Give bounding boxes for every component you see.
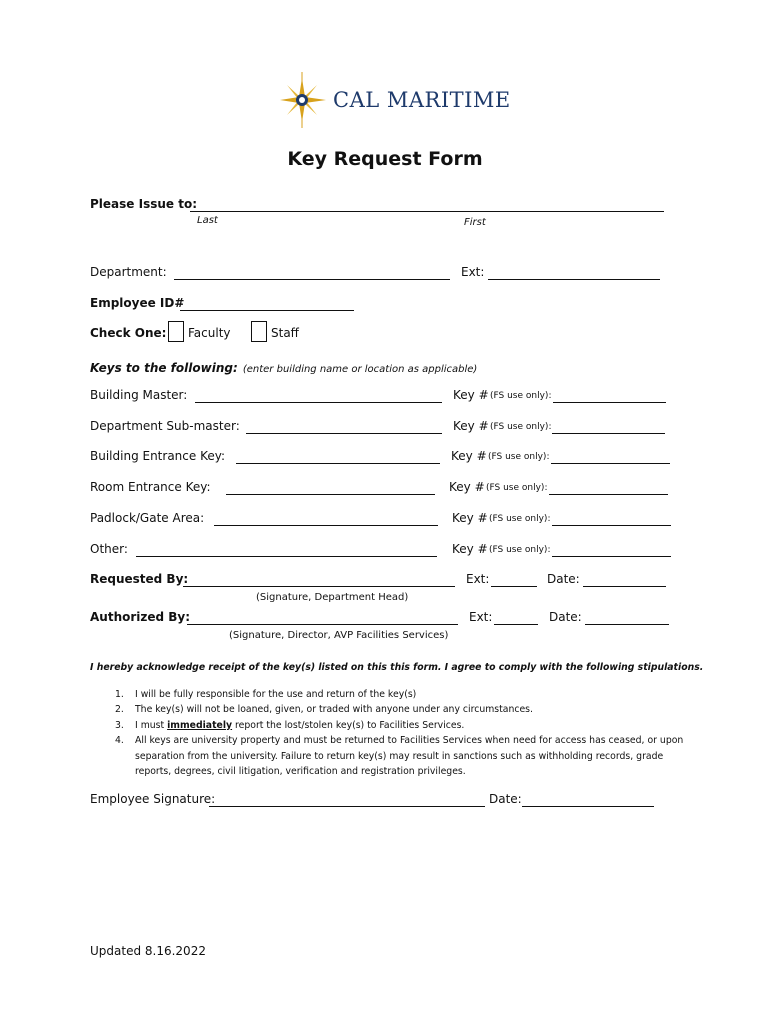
key-number-field[interactable] (552, 556, 671, 557)
requested-by-signature-field[interactable] (183, 586, 455, 587)
authorized-by-signature-field[interactable] (187, 624, 458, 625)
immediately-emphasis: immediately (167, 719, 233, 731)
keys-heading-note: (enter building name or location as applicable) (242, 364, 478, 375)
employee-signature-date-label: Date: (489, 792, 522, 806)
key-row-field[interactable] (195, 402, 442, 403)
keys-heading (90, 357, 477, 376)
employee-id-field[interactable] (180, 310, 354, 311)
staff-checkbox[interactable] (251, 321, 267, 342)
key-row-field[interactable] (214, 525, 438, 526)
updated-footer: Updated 8.16.2022 (90, 944, 206, 958)
employee-signature-label: Employee Signature: (90, 792, 216, 806)
department-ext-label: Ext: (461, 265, 485, 279)
authorized-by-date-label: Date: (549, 610, 582, 624)
department-field[interactable] (174, 279, 450, 280)
key-number-field[interactable] (551, 463, 670, 464)
key-row-label: Other: (90, 542, 128, 556)
department-label: Department: (90, 265, 167, 279)
staff-option-label: Staff (271, 326, 299, 340)
requested-by-caption: (Signature, Department Head) (256, 592, 409, 603)
requested-by-label: Requested By: (90, 572, 189, 586)
key-row-field[interactable] (246, 433, 442, 434)
list-item: 1. I will be fully responsible for the use and return of the key(s) (115, 689, 417, 700)
list-item: 2. The key(s) will not be loaned, given, or traded with anyone under any circumstances. (115, 704, 533, 716)
key-row-label: Padlock/Gate Area: (90, 511, 205, 525)
key-row-label: Building Master: (90, 388, 188, 402)
key-number-label: Key # (453, 388, 489, 402)
requested-by-ext-label: Ext: (466, 572, 490, 586)
fs-use-only-label: (FS use only): (490, 391, 552, 401)
key-row-field[interactable] (226, 494, 435, 495)
list-item: 4. All keys are university property and must be returned to Facilities Services when need for access has ceased, or upon (115, 735, 684, 747)
employee-signature-date-field[interactable] (522, 806, 654, 807)
key-number-field[interactable] (552, 433, 665, 434)
key-number-label: Key # (451, 449, 487, 463)
department-ext-field[interactable] (488, 279, 660, 280)
fs-use-only-label: (FS use only): (488, 452, 550, 462)
list-item: 3. I must immediately report the lost/stolen key(s) to Facilities Services. (115, 719, 465, 731)
authorized-by-label: Authorized By: (90, 610, 191, 624)
logo-text: CAL MARITIME (333, 88, 511, 112)
check-one-label: Check One: (90, 326, 167, 340)
first-name-caption: First (464, 217, 486, 228)
last-name-caption: Last (197, 215, 218, 226)
keys-heading-bold: Keys to the following: (90, 361, 238, 375)
issue-to-field[interactable] (190, 211, 664, 212)
requested-by-date-label: Date: (547, 572, 580, 586)
key-row-label: Building Entrance Key: (90, 449, 225, 463)
key-number-label: Key # (452, 542, 488, 556)
fs-use-only-label: (FS use only): (490, 422, 552, 432)
authorized-by-ext-field[interactable] (494, 624, 538, 625)
requested-by-date-field[interactable] (583, 586, 666, 587)
logo (276, 70, 516, 130)
issue-to-label: Please Issue to: (90, 197, 197, 211)
authorized-by-date-field[interactable] (585, 624, 669, 625)
key-number-field[interactable] (552, 525, 671, 526)
acknowledgement-text: I hereby acknowledge receipt of the key(s) listed on this this form. I agree to comply with the following stipulations. (90, 662, 704, 673)
requested-by-ext-field[interactable] (491, 586, 537, 587)
key-row-field[interactable] (136, 556, 437, 557)
key-number-label: Key # (452, 511, 488, 525)
employee-id-label: Employee ID# (90, 296, 185, 310)
stipulations-list (115, 687, 683, 779)
authorized-by-ext-label: Ext: (469, 610, 493, 624)
list-item-continuation: separation from the university. Failure to return key(s) may result in sanctions such as withholding records, grade (135, 750, 664, 762)
list-item-continuation: reports, degrees, civil litigation, verification and registration privileges. (135, 766, 466, 778)
key-row-label: Department Sub-master: (90, 419, 240, 433)
fs-use-only-label: (FS use only): (486, 483, 548, 493)
key-number-field[interactable] (553, 402, 666, 403)
key-row-label: Room Entrance Key: (90, 480, 211, 494)
authorized-by-caption: (Signature, Director, AVP Facilities Services) (229, 630, 449, 641)
key-number-label: Key # (449, 480, 485, 494)
key-number-field[interactable] (549, 494, 668, 495)
faculty-option-label: Faculty (188, 326, 231, 340)
compass-star-icon (276, 70, 332, 130)
key-row-field[interactable] (236, 463, 440, 464)
key-number-label: Key # (453, 419, 489, 433)
page-title: Key Request Form (287, 148, 483, 170)
fs-use-only-label: (FS use only): (489, 545, 551, 555)
faculty-checkbox[interactable] (168, 321, 184, 342)
employee-signature-field[interactable] (209, 806, 485, 807)
fs-use-only-label: (FS use only): (489, 514, 551, 524)
